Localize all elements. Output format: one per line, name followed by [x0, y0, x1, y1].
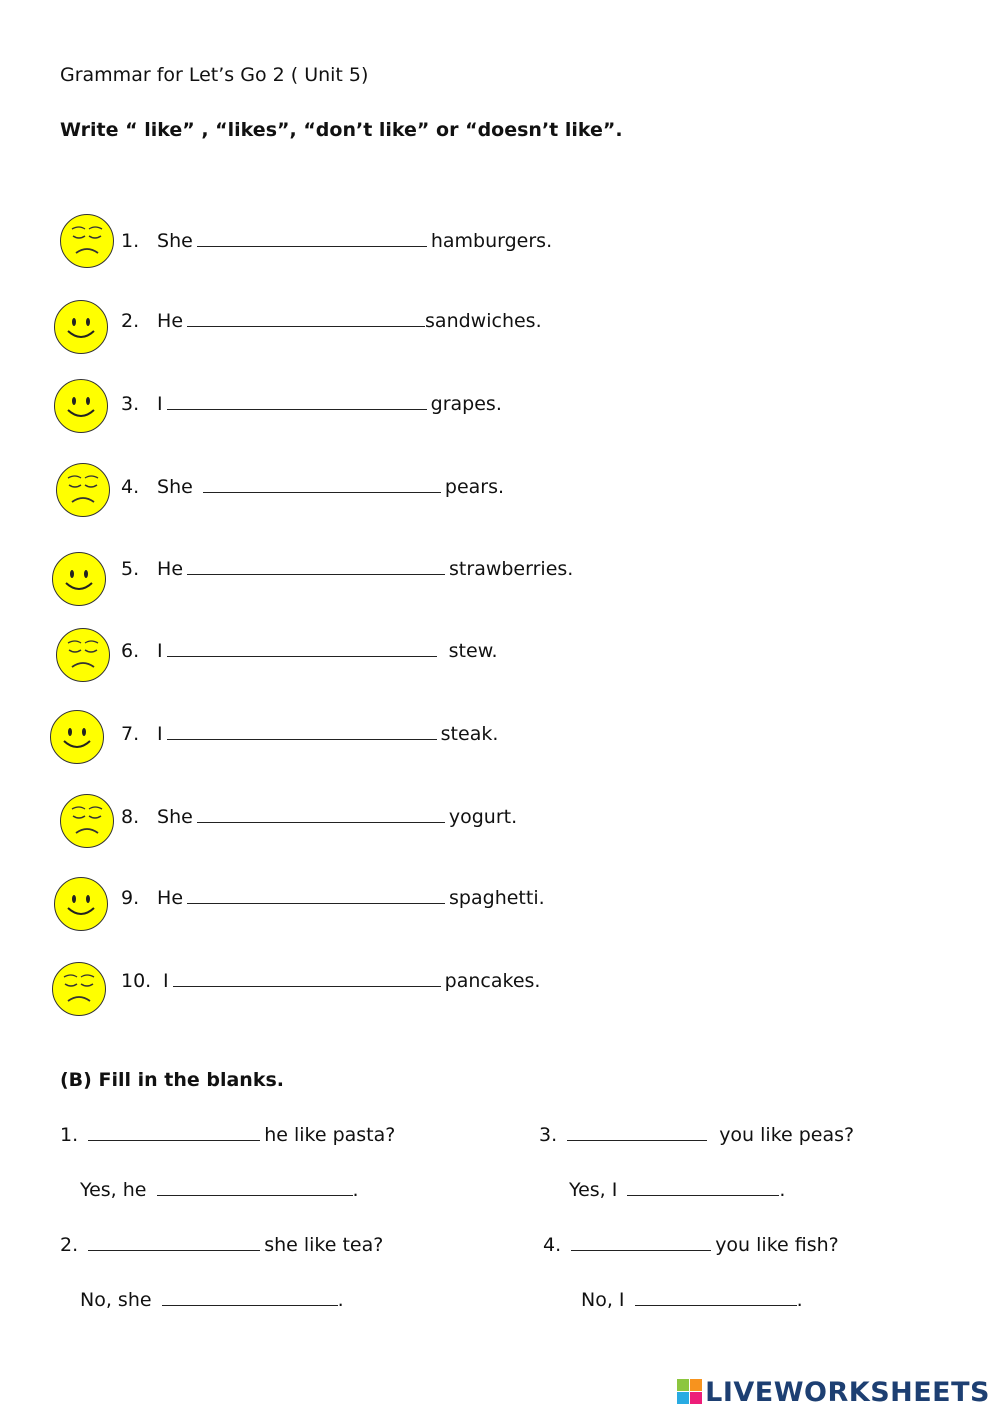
exercise-subject: He — [157, 558, 184, 580]
exercise-row — [0, 626, 900, 686]
exercise-row — [0, 297, 900, 357]
happy-face-icon — [54, 300, 108, 354]
question-line — [543, 1234, 839, 1256]
exercise-subject: She — [157, 806, 193, 828]
question-number: 2. — [60, 1234, 79, 1256]
section-b-heading: (B) Fill in the blanks. — [60, 1069, 284, 1091]
answer-line — [581, 1289, 803, 1311]
question-number: 3. — [539, 1124, 558, 1146]
exercise-row — [0, 792, 900, 852]
exercise-subject: I — [157, 393, 163, 415]
answer-line — [80, 1289, 344, 1311]
exercise-subject: She — [157, 230, 193, 252]
exercise-number: 4. — [121, 476, 140, 498]
sad-face-icon — [56, 628, 110, 682]
question-number: 4. — [543, 1234, 562, 1256]
answer-blank[interactable] — [635, 1303, 797, 1306]
question-text: she like tea? — [264, 1234, 384, 1256]
question-line — [60, 1234, 383, 1256]
answer-blank[interactable] — [187, 324, 425, 327]
answer-blank[interactable] — [162, 1303, 338, 1306]
answer-line — [80, 1179, 359, 1201]
brand-text: LIVEWORKSHEETS — [705, 1376, 990, 1408]
answer-blank[interactable] — [167, 654, 437, 657]
answer-blank[interactable] — [197, 820, 445, 823]
sad-face-icon — [60, 794, 114, 848]
question-line — [60, 1124, 395, 1146]
exercise-number: 7. — [121, 723, 140, 745]
answer-text: No, she — [80, 1289, 152, 1311]
exercise-object: grapes. — [430, 393, 502, 415]
exercise-object: stew. — [448, 640, 498, 662]
answer-period: . — [352, 1179, 359, 1201]
happy-face-icon — [50, 710, 104, 764]
exercise-row — [0, 708, 900, 768]
exercise-object: strawberries. — [449, 558, 574, 580]
answer-text: No, I — [581, 1289, 625, 1311]
exercise-object: hamburgers. — [430, 230, 553, 252]
worksheet-title: Grammar for Let’s Go 2 ( Unit 5) — [60, 64, 369, 86]
exercise-object: pears. — [444, 476, 505, 498]
exercise-subject: I — [163, 970, 169, 992]
answer-blank[interactable] — [627, 1193, 779, 1196]
exercise-number: 8. — [121, 806, 140, 828]
exercise-number: 9. — [121, 887, 140, 909]
exercise-object: sandwiches. — [425, 310, 542, 332]
sad-face-icon — [60, 214, 114, 268]
question-number: 1. — [60, 1124, 79, 1146]
answer-period: . — [337, 1289, 344, 1311]
question-blank[interactable] — [88, 1138, 260, 1141]
exercise-number: 3. — [121, 393, 140, 415]
exercise-number: 10. — [121, 970, 152, 992]
answer-blank[interactable] — [167, 407, 427, 410]
answer-text: Yes, I — [569, 1179, 618, 1201]
answer-blank[interactable] — [203, 490, 441, 493]
sad-face-icon — [52, 962, 106, 1016]
answer-text: Yes, he — [80, 1179, 147, 1201]
sad-face-icon — [56, 463, 110, 517]
question-text: you like fish? — [715, 1234, 839, 1256]
question-text: you like peas? — [719, 1124, 855, 1146]
answer-blank[interactable] — [197, 244, 427, 247]
exercise-row — [0, 462, 900, 522]
exercise-row — [0, 214, 900, 274]
question-line — [539, 1124, 854, 1146]
happy-face-icon — [54, 877, 108, 931]
exercise-subject: He — [157, 310, 184, 332]
instruction: Write “ like” , “likes”, “don’t like” or “doesn’t like”. — [60, 119, 623, 141]
answer-blank[interactable] — [167, 737, 437, 740]
exercise-subject: I — [157, 723, 163, 745]
exercise-number: 5. — [121, 558, 140, 580]
answer-blank[interactable] — [187, 572, 445, 575]
exercise-number: 1. — [121, 230, 140, 252]
exercise-object: steak. — [440, 723, 499, 745]
exercise-row — [0, 379, 900, 439]
liveworksheets-brand — [677, 1377, 990, 1407]
answer-blank[interactable] — [157, 1193, 353, 1196]
exercise-row — [0, 873, 900, 933]
question-blank[interactable] — [571, 1248, 711, 1251]
exercise-subject: She — [157, 476, 193, 498]
exercise-number: 6. — [121, 640, 140, 662]
answer-blank[interactable] — [187, 901, 445, 904]
question-text: he like pasta? — [264, 1124, 396, 1146]
exercise-object: pancakes. — [444, 970, 541, 992]
answer-blank[interactable] — [173, 984, 441, 987]
liveworksheets-logo-icon — [677, 1379, 703, 1405]
happy-face-icon — [52, 552, 106, 606]
exercise-object: yogurt. — [448, 806, 518, 828]
answer-line — [569, 1179, 785, 1201]
exercise-subject: He — [157, 887, 184, 909]
happy-face-icon — [54, 379, 108, 433]
exercise-object: spaghetti. — [449, 887, 545, 909]
question-blank[interactable] — [567, 1138, 707, 1141]
exercise-row — [0, 956, 900, 1016]
exercise-number: 2. — [121, 310, 140, 332]
answer-period: . — [779, 1179, 786, 1201]
question-blank[interactable] — [88, 1248, 260, 1251]
answer-period: . — [796, 1289, 803, 1311]
exercise-row — [0, 544, 900, 604]
exercise-subject: I — [157, 640, 163, 662]
